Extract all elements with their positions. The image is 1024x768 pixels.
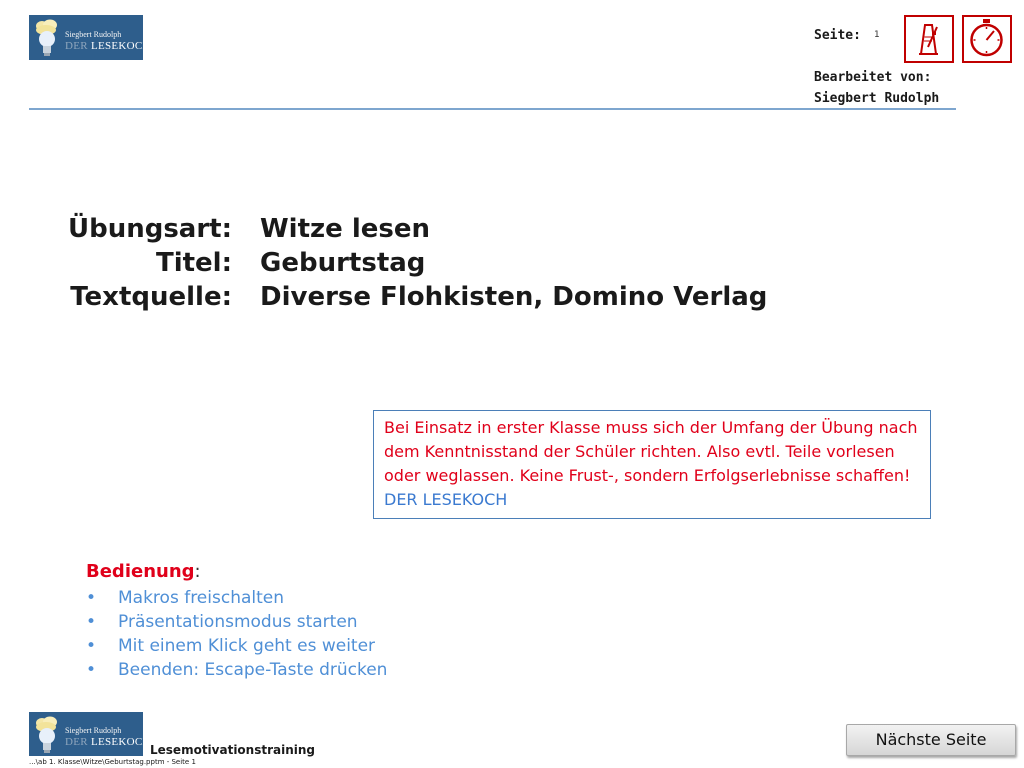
teacher-note xyxy=(373,410,931,519)
logo-brand: DER LESEKOCH xyxy=(65,40,151,52)
info-value: Diverse Flohkisten, Domino Verlag xyxy=(260,282,768,312)
list-item: • Mit einem Klick geht es weiter xyxy=(86,636,376,656)
stopwatch-icon xyxy=(964,17,1009,60)
bullet: • xyxy=(86,588,97,608)
info-row-source xyxy=(60,280,767,314)
lightbulb-chef-icon xyxy=(32,716,62,754)
info-key: Titel: xyxy=(155,248,232,278)
exercise-info xyxy=(60,212,767,314)
bullet: • xyxy=(86,660,97,680)
logo-brand: DER LESEKOCH xyxy=(65,736,151,748)
info-value: Geburtstag xyxy=(260,248,426,278)
bullet: • xyxy=(86,612,97,632)
footer-file-path: ...\ab 1. Klasse\Witze\Geburtstag.pptm - Seite 1 xyxy=(29,758,196,766)
lightbulb-chef-icon xyxy=(32,19,62,57)
bullet: • xyxy=(86,636,97,656)
info-row-title xyxy=(60,246,767,280)
metronome-button[interactable] xyxy=(904,15,954,63)
next-page-button[interactable]: Nächste Seite xyxy=(846,724,1016,756)
stopwatch-button[interactable] xyxy=(962,15,1012,63)
info-value: Witze lesen xyxy=(260,214,431,244)
instructions-title: Bedienung: xyxy=(86,561,201,582)
logo-author: Siegbert Rudolph xyxy=(65,726,122,735)
header-divider xyxy=(29,108,956,110)
list-item: • Beenden: Escape-Taste drücken xyxy=(86,660,388,680)
editor-info xyxy=(814,67,939,109)
logo-author: Siegbert Rudolph xyxy=(65,30,122,39)
info-key: Textquelle: xyxy=(70,282,232,312)
list-item: • Makros freischalten xyxy=(86,588,285,608)
footer-lesekoch-logo xyxy=(29,712,151,756)
page-label: Seite: xyxy=(814,28,861,43)
note-text: Bei Einsatz in erster Klasse muss sich der Umfang der Übung nach dem Kenntnisstand der Schüler richten. Also evtl. Teile vorlesen oder weglassen. Keine Frust-, sondern Erfolgserlebnisse schaffen! xyxy=(384,418,918,485)
page-number: 1 xyxy=(874,30,880,40)
info-row-exercise-type xyxy=(60,212,767,246)
note-brand: DER LESEKOCH xyxy=(384,490,508,509)
editor-label: Bearbeitet von: xyxy=(814,70,932,85)
editor-name: Siegbert Rudolph xyxy=(814,91,940,106)
footer-title: Lesemotivationstraining xyxy=(150,743,316,757)
info-key: Übungsart: xyxy=(67,214,232,244)
instructions-list xyxy=(86,586,387,682)
list-item: • Präsentationsmodus starten xyxy=(86,612,358,632)
lesekoch-logo xyxy=(29,15,151,60)
metronome-icon xyxy=(906,17,951,60)
